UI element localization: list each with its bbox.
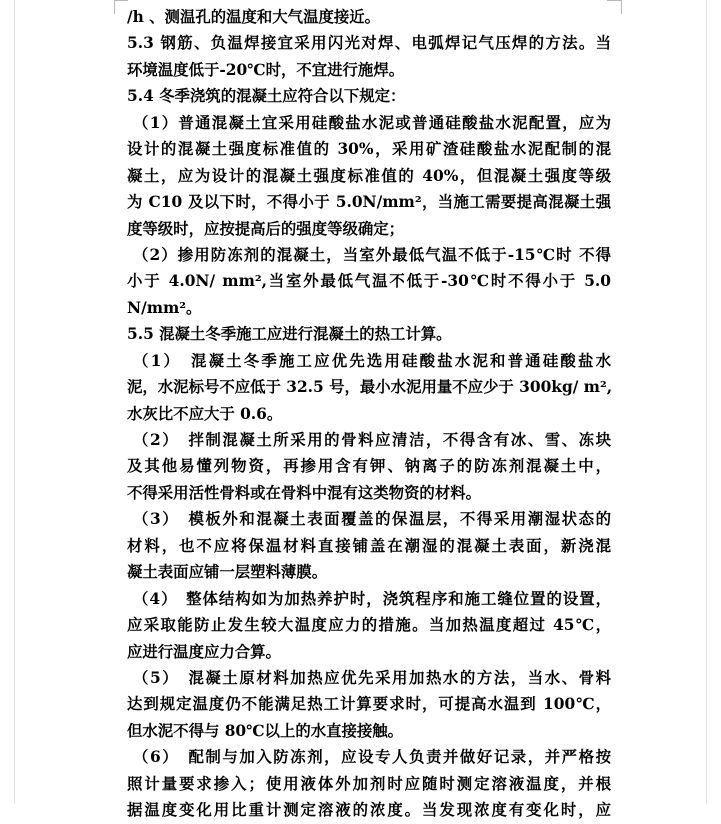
text-line: （6） 配制与加入防冻剂，应设专人负责并做好记录，并严格按 xyxy=(133,748,611,767)
text-line: 照计量要求掺入；使用液体外加剂时应随时测定溶液温度，并根 xyxy=(127,774,611,793)
text-line: 材料，也不应将保温材料直接铺盖在潮湿的混凝土表面，新浇混 xyxy=(127,536,611,555)
text-line: 凝土，应为设计的混凝土强度标准值的 40%，但混凝土强度等级 xyxy=(127,166,611,185)
text-line: （3） 模板外和混凝土表面覆盖的保温层，不得采用潮湿状态的 xyxy=(133,510,611,529)
text-line: 环境温度低于-20℃时，不宜进行施焊。 xyxy=(127,60,405,79)
text-line: 但水泥不得与 80℃以上的水直接接触。 xyxy=(127,721,404,740)
text-line: 泥，水泥标号不应低于 32.5 号，最小水泥用量不应少于 300kg/ m², xyxy=(127,378,613,397)
document-body xyxy=(127,4,613,820)
text-line: 及其他易懂列物资，再掺用含有钾、钠离子的防冻剂混凝土中， xyxy=(127,457,611,476)
crop-mark-top-right xyxy=(607,0,621,1)
text-line: （2）掺用防冻剂的混凝土，当室外最低气温不低于-15℃时 不得 xyxy=(133,245,611,264)
text-line: 凝土表面应铺一层塑料薄膜。 xyxy=(127,563,328,582)
text-line: （2） 拌制混凝土所采用的骨料应清洁，不得含有冰、雪、冻块 xyxy=(133,431,611,449)
text-line: 达到规定温度仍不能满足热工计算要求时，可提高水温到 100℃， xyxy=(127,695,611,714)
text-line: /h 、测温孔的温度和大气温度接近。 xyxy=(127,8,381,26)
crop-mark-top-right-vertical xyxy=(621,0,622,14)
text-line: 5.5 混凝土冬季施工应进行混凝土的热工计算。 xyxy=(127,325,452,344)
crop-mark-top-left-vertical xyxy=(114,0,115,14)
text-line: （5） 混凝土原材料加热应优先采用加热水的方法，当水、骨料 xyxy=(133,668,611,687)
text-line: 应进行温度应力合算。 xyxy=(127,642,281,661)
text-line: 设计的混凝土强度标准值的 30%，采用矿渣硅酸盐水泥配制的混 xyxy=(127,140,611,159)
text-line: （1） 混凝土冬季施工应优先选用硅酸盐水泥和普通硅酸盐水 xyxy=(133,351,611,370)
text-line: 应采取能防止发生较大温度应力的措施。当加热温度超过 45℃， xyxy=(127,616,611,635)
page-edge-left xyxy=(14,0,15,804)
text-line: 据温度变化用比重计测定溶液的浓度。当发现浓度有变化时，应 xyxy=(127,801,611,820)
text-line: （1）普通混凝土宜采用硅酸盐水泥或普通硅酸盐水泥配置，应为 xyxy=(133,113,611,132)
text-line: 5.3 钢筋、负温焊接宜采用闪光对焊、电弧焊记气压焊的方法。当 xyxy=(127,34,611,53)
text-line: 5.4 冬季浇筑的混凝土应符合以下规定： xyxy=(127,87,406,106)
text-line: N/mm²。 xyxy=(127,298,202,317)
text-line: 小于 4.0N/ mm²,当室外最低气温不低于-30℃时不得小于 5.0 xyxy=(127,272,611,291)
text-line: 水灰比不应大于 0.6。 xyxy=(127,404,283,423)
page-edge-right xyxy=(706,0,707,804)
text-line: 度等级时，应按提高后的强度等级确定； xyxy=(127,219,405,238)
text-line: （4） 整体结构如为加热养护时，浇筑程序和施工缝位置的设置， xyxy=(133,589,611,608)
crop-mark-top-left xyxy=(114,0,128,1)
text-line: 为 C10 及以下时，不得小于 5.0N/mm²，当施工需要提高混凝土强 xyxy=(127,193,611,212)
text-line: 不得采用活性骨料或在骨料中混有这类物资的材料。 xyxy=(127,483,481,502)
